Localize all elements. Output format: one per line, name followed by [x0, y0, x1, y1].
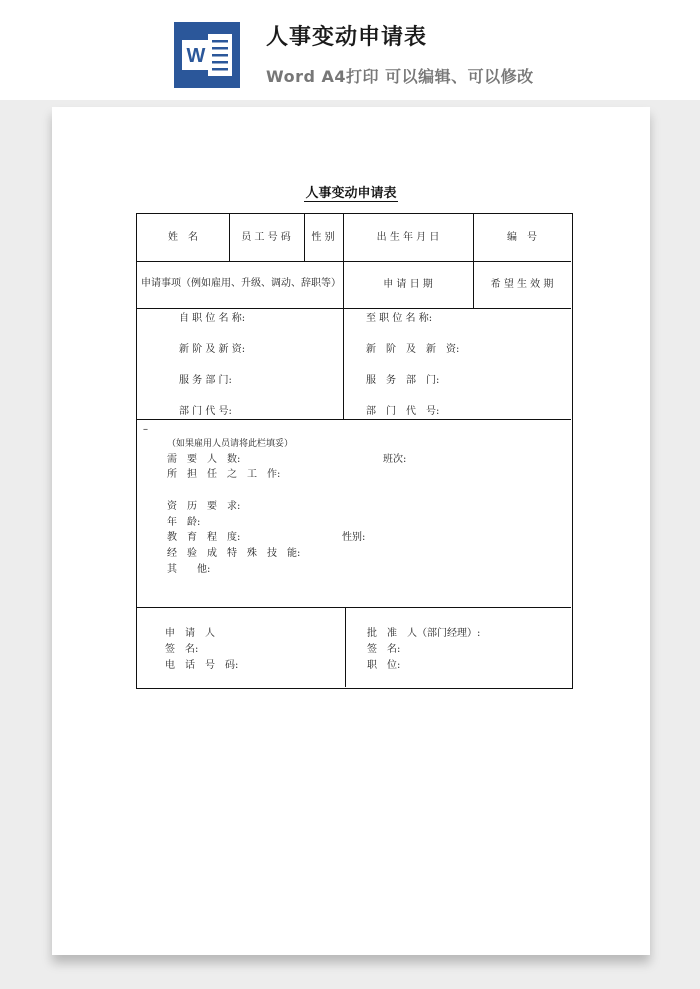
approver-sign-label: 签 名: — [367, 644, 401, 655]
apply-date-label: 申 请 日 期 — [383, 279, 433, 290]
duty-label: 所 担 任 之 工 作: — [167, 469, 281, 480]
applicant-label: 申 请 人 — [165, 628, 215, 639]
other-label: 其 他: — [167, 564, 211, 575]
dept-code-left-label: 部 门 代 号: — [179, 406, 232, 417]
approver-job-label: 职 位: — [367, 660, 401, 671]
from-position-label: 自 职 位 名 称: — [179, 313, 246, 324]
table-rule — [304, 214, 305, 261]
phone-label: 电 话 号 码: — [165, 660, 239, 671]
sex-label: 性别: — [342, 532, 366, 543]
age-label: 年 龄: — [167, 517, 201, 528]
approver-label: 批 准 人（部门经理）: — [367, 628, 481, 639]
qualification-label: 资 历 要 求: — [167, 501, 241, 512]
experience-label: 经 验 成 特 殊 技 能: — [167, 548, 301, 559]
education-label: 教 育 程 度: — [167, 532, 241, 543]
to-position-label: 至 职 位 名 称: — [366, 313, 433, 324]
preview-header — [0, 0, 700, 100]
employee-number-label: 员 工 号 码 — [241, 232, 291, 243]
request-item-label: 申请事项（例如雇用、升级、调动、辞职等） — [141, 278, 341, 289]
gender-label: 性 别 — [311, 232, 335, 243]
table-rule — [343, 214, 344, 419]
dept-left-label: 服 务 部 门: — [179, 375, 232, 386]
page-title: 人事变动申请表 — [266, 25, 428, 50]
birth-date-label: 出 生 年 月 日 — [376, 232, 440, 243]
form-table — [136, 213, 573, 689]
applicant-sign-label: 签 名: — [165, 644, 199, 655]
dept-code-right-label: 部 门 代 号: — [366, 406, 440, 417]
dept-right-label: 服 务 部 门: — [366, 375, 440, 386]
table-rule — [137, 308, 571, 309]
form-title-text: 人事变动申请表 — [305, 186, 397, 201]
table-rule — [137, 419, 571, 420]
table-rule — [137, 261, 571, 262]
word-document-icon — [174, 22, 240, 88]
table-rule — [137, 607, 571, 608]
table-rule — [473, 214, 474, 308]
new-grade-right-label: 新 阶 及 新 资: — [366, 344, 460, 355]
table-rule — [229, 214, 230, 261]
document-page — [52, 107, 650, 955]
dash-mark: – — [143, 424, 148, 435]
hire-note: （如果雇用人员请将此栏填妥） — [167, 439, 294, 449]
number-label: 编 号 — [507, 232, 537, 243]
form-title — [52, 182, 650, 201]
page-subtitle: Word A4打印 可以编辑、可以修改 — [266, 67, 534, 86]
word-icon-letter: W — [186, 45, 206, 67]
table-rule — [345, 607, 346, 687]
shift-label: 班次: — [383, 454, 407, 465]
need-count-label: 需 要 人 数: — [167, 454, 241, 465]
name-label: 姓 名 — [168, 232, 198, 243]
new-grade-left-label: 新 阶 及 新 资: — [179, 344, 246, 355]
effective-date-label: 希 望 生 效 期 — [490, 279, 554, 290]
